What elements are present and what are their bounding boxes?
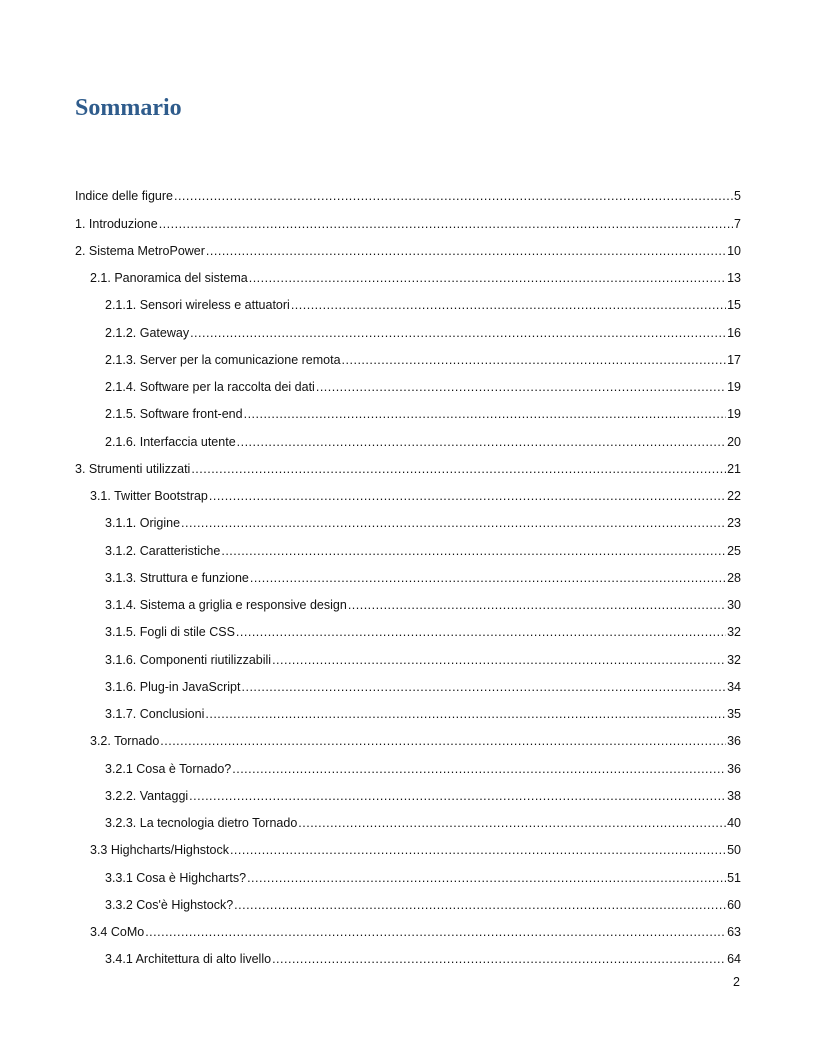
- toc-entry[interactable]: [75, 504, 741, 531]
- toc-dot-leader: [247, 870, 726, 886]
- toc-entry-page: 25: [727, 543, 741, 558]
- toc-entry[interactable]: [75, 204, 741, 231]
- toc-entry[interactable]: [75, 668, 741, 695]
- toc-entry[interactable]: [75, 286, 741, 313]
- toc-entry-label: 3.3.1 Cosa è Highcharts?: [105, 870, 247, 885]
- toc-entry-page: 19: [727, 380, 741, 394]
- toc-entry-page: 30: [727, 598, 741, 612]
- page-number: 2: [733, 975, 740, 989]
- toc-dot-leader: [348, 597, 726, 613]
- toc-entry-page: 17: [727, 352, 741, 367]
- toc-entry-label: 3.1.1. Origine: [105, 516, 181, 531]
- toc-entry-page: 21: [727, 461, 741, 476]
- toc-dot-leader: [272, 652, 726, 668]
- toc-entry[interactable]: [75, 368, 741, 395]
- toc-entry[interactable]: [75, 313, 741, 340]
- toc-entry-label: 3.1.2. Caratteristiche: [105, 543, 221, 558]
- toc-entry[interactable]: [75, 831, 741, 858]
- toc-entry-page: 36: [727, 761, 741, 776]
- toc-dot-leader: [174, 188, 733, 204]
- toc-entry-page: 22: [727, 489, 741, 503]
- toc-entry-label: 2.1.3. Server per la comunicazione remota: [105, 352, 341, 367]
- toc-entry-page: 51: [727, 870, 741, 885]
- toc-entry[interactable]: [75, 640, 741, 667]
- toc-entry-label: 2.1.2. Gateway: [105, 325, 190, 340]
- toc-entry-page: 10: [727, 243, 741, 258]
- toc-entry-label: 3.1.3. Struttura e funzione: [105, 570, 249, 585]
- toc-entry-label: 2.1. Panoramica del sistema: [90, 271, 248, 285]
- toc-dot-leader: [298, 815, 726, 831]
- toc-entry-label: 3.3.2 Cos'è Highstock?: [105, 897, 234, 912]
- toc-dot-leader: [181, 515, 726, 531]
- toc-dot-leader: [160, 733, 726, 749]
- toc-entry-page: 64: [727, 952, 741, 967]
- toc-entry-page: 16: [727, 325, 741, 340]
- toc-entry[interactable]: [75, 804, 741, 831]
- toc-entry-label: 3.1.6. Plug-in JavaScript: [105, 679, 241, 694]
- toc-entry-page: 15: [727, 298, 741, 313]
- toc-dot-leader: [190, 325, 726, 341]
- toc-entry-label: 3.2.3. La tecnologia dietro Tornado: [105, 816, 298, 830]
- toc-entry-page: 32: [727, 652, 741, 667]
- toc-entry-label: 3.4 CoMo: [90, 925, 145, 939]
- toc-dot-leader: [237, 434, 726, 450]
- toc-entry-label: 3.4.1 Architettura di alto livello: [105, 952, 272, 967]
- toc-entry[interactable]: [75, 722, 741, 749]
- toc-entry-label: 3.2. Tornado: [90, 734, 160, 749]
- toc-entry[interactable]: [75, 177, 741, 204]
- toc-dot-leader: [206, 243, 726, 259]
- toc-entry[interactable]: [75, 422, 741, 449]
- toc-dot-leader: [291, 297, 726, 313]
- toc-dot-leader: [272, 951, 726, 967]
- toc-entry-page: 38: [727, 788, 741, 803]
- toc-entry[interactable]: [75, 232, 741, 259]
- toc-dot-leader: [205, 706, 726, 722]
- toc-entry[interactable]: [75, 531, 741, 558]
- toc-entry[interactable]: [75, 450, 741, 477]
- toc-dot-leader: [242, 679, 727, 695]
- toc-entry[interactable]: [75, 559, 741, 586]
- toc-dot-leader: [230, 842, 726, 858]
- toc-entry-page: 28: [727, 570, 741, 585]
- toc-entry[interactable]: [75, 341, 741, 368]
- toc-entry-label: 3.1.6. Componenti riutilizzabili: [105, 652, 272, 667]
- toc-entry-label: 3.2.2. Vantaggi: [105, 788, 189, 803]
- toc-entry[interactable]: [75, 586, 741, 613]
- toc-dot-leader: [244, 406, 727, 422]
- toc-entry-label: 3. Strumenti utilizzati: [75, 461, 191, 476]
- toc-dot-leader: [234, 897, 726, 913]
- toc-entry-label: 3.1.5. Fogli di stile CSS: [105, 625, 235, 640]
- toc-dot-leader: [232, 761, 726, 777]
- toc-dot-leader: [209, 488, 726, 504]
- toc-entry-label: 3.3 Highcharts/Highstock: [90, 843, 229, 858]
- toc-dot-leader: [342, 352, 727, 368]
- toc-entry[interactable]: [75, 886, 741, 913]
- toc-entry-page: 60: [727, 897, 741, 912]
- toc-entry-page: 35: [727, 707, 741, 721]
- toc-dot-leader: [221, 543, 726, 559]
- toc-entry-page: 50: [727, 843, 741, 858]
- toc-entry[interactable]: [75, 858, 741, 885]
- toc-dot-leader: [159, 216, 733, 232]
- toc-entry-label: 3.2.1 Cosa è Tornado?: [105, 761, 232, 776]
- toc-entry-label: Indice delle figure: [75, 189, 173, 204]
- toc-entry-label: 2.1.5. Software front-end: [105, 407, 243, 422]
- toc-entry-page: 36: [727, 734, 741, 749]
- toc-entry[interactable]: [75, 777, 741, 804]
- toc-entry[interactable]: [75, 940, 741, 967]
- toc-dot-leader: [191, 461, 726, 477]
- toc-entry-label: 3.1.4. Sistema a griglia e responsive design: [105, 598, 347, 612]
- toc-dot-leader: [236, 624, 726, 640]
- toc-entry-label: 3.1.7. Conclusioni: [105, 707, 205, 721]
- toc-entry[interactable]: [75, 613, 741, 640]
- toc-entry-page: 32: [727, 625, 741, 640]
- toc-entry-page: 63: [727, 925, 741, 939]
- toc-dot-leader: [250, 570, 726, 586]
- toc-entry[interactable]: [75, 477, 741, 504]
- toc-entry-label: 2.1.4. Software per la raccolta dei dati: [105, 380, 315, 394]
- toc-dot-leader: [145, 924, 726, 940]
- toc-entry-page: 34: [727, 679, 741, 694]
- toc-entry-label: 3.1. Twitter Bootstrap: [90, 489, 208, 503]
- toc-entry-page: 23: [727, 516, 741, 531]
- toc-entry-page: 5: [734, 189, 741, 204]
- toc-entry-label: 1. Introduzione: [75, 216, 158, 231]
- toc-entry-label: 2.1.1. Sensori wireless e attuatori: [105, 298, 290, 313]
- toc-entry-page: 40: [727, 816, 741, 830]
- toc-entry[interactable]: [75, 695, 741, 722]
- toc-dot-leader: [249, 270, 726, 286]
- toc-entry[interactable]: [75, 913, 741, 940]
- toc-entry-page: 20: [727, 434, 741, 449]
- toc-dot-leader: [316, 379, 726, 395]
- toc-entry-page: 7: [734, 216, 741, 231]
- toc-entry-label: 2. Sistema MetroPower: [75, 243, 205, 258]
- toc-entry-page: 13: [727, 271, 741, 285]
- toc-entry-label: 2.1.6. Interfaccia utente: [105, 434, 236, 449]
- page-title: Sommario: [75, 95, 182, 121]
- toc-entry[interactable]: [75, 749, 741, 776]
- toc-entry-page: 19: [727, 407, 741, 422]
- toc-entry[interactable]: [75, 395, 741, 422]
- table-of-contents: [75, 177, 741, 967]
- toc-entry[interactable]: [75, 259, 741, 286]
- toc-dot-leader: [189, 788, 726, 804]
